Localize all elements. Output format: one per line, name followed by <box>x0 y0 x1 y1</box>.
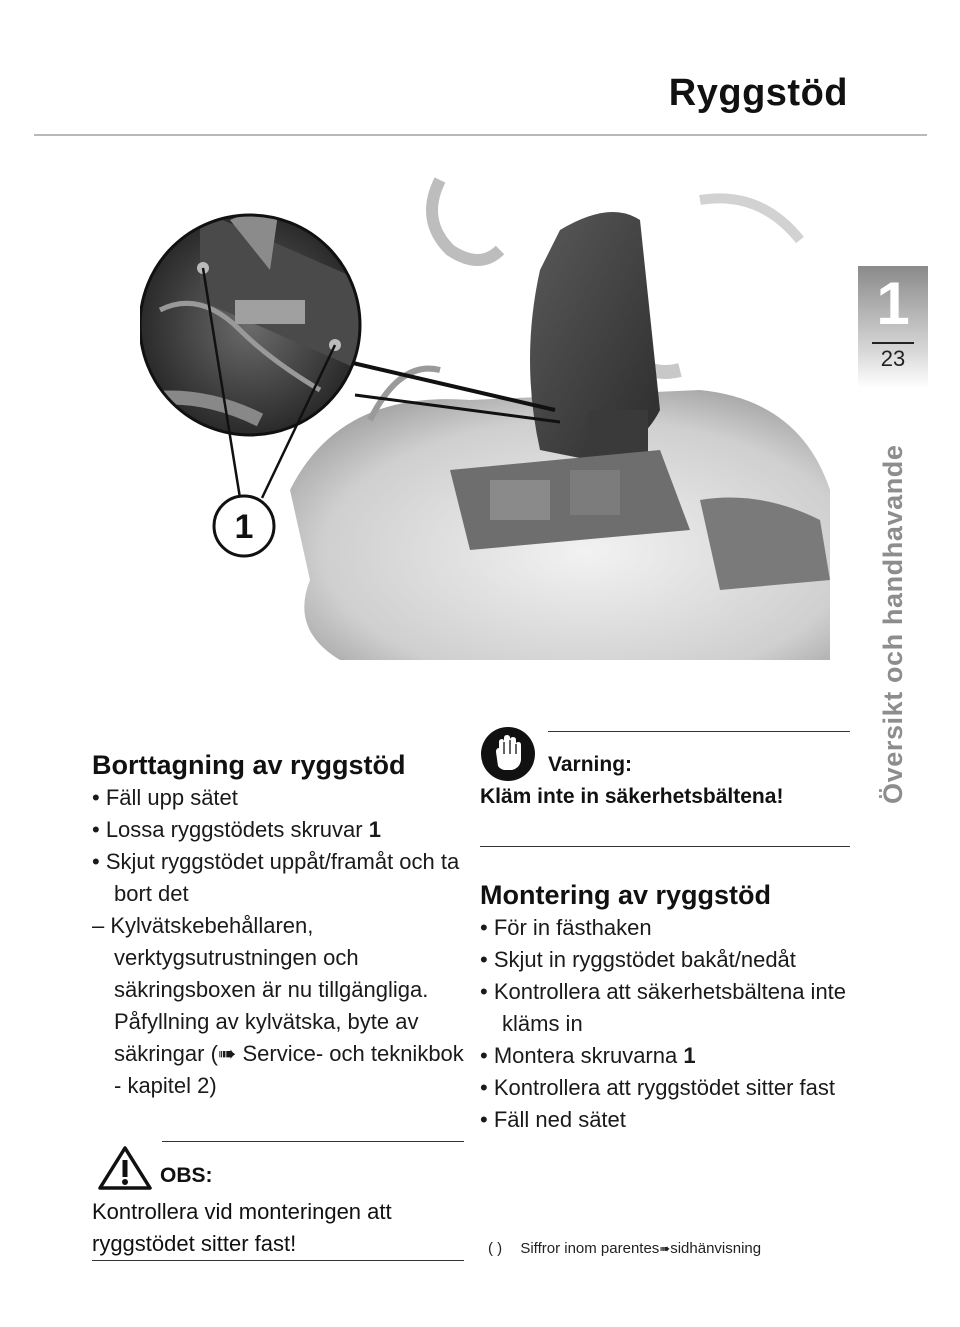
removal-heading: Borttagning av ryggstöd <box>92 750 406 780</box>
mounting-steps <box>480 912 850 1136</box>
list-item: • Montera skruvarna 1 <box>480 1043 696 1068</box>
warning-rule-top <box>548 731 850 732</box>
chapter-number: 1 <box>876 270 910 337</box>
list-item: • Skjut in ryggstödet bakåt/nedåt <box>480 947 796 972</box>
list-item: – Kylvätskebehållaren, verktygsutrustningen och säkringsboxen är nu tillgängliga. Påfyllning av kylvätska, byte av säkringar (➠ Service- och teknikbok - kapitel 2) <box>92 913 464 1098</box>
removal-steps <box>92 782 464 1102</box>
chapter-divider <box>872 342 914 344</box>
title-divider <box>34 134 927 136</box>
obs-text: Kontrollera vid monteringen att ryggstödet sitter fast! <box>92 1199 392 1256</box>
obs-rule-top <box>162 1141 464 1142</box>
footer-text-before: Siffror inom parentes <box>520 1240 660 1257</box>
obs-rule-bottom <box>92 1260 464 1261</box>
footer-legend <box>488 1240 761 1257</box>
list-item: • Lossa ryggstödets skruvar 1 <box>92 817 381 842</box>
footer-text-after: sidhänvisning <box>670 1240 762 1257</box>
page-title: Ryggstöd <box>668 72 848 114</box>
warning-label: Varning: <box>548 753 633 776</box>
info-icon <box>98 1146 152 1190</box>
figure-callout-1: 1 <box>234 508 254 546</box>
warning-rule-bottom <box>480 846 850 847</box>
stop-hand-icon <box>480 726 536 782</box>
backrest-illustration <box>140 160 840 660</box>
page-number: 23 <box>880 346 906 371</box>
mounting-section <box>480 878 850 1136</box>
list-item: • Kontrollera att säkerhetsbältena inte kläms in <box>480 979 847 1036</box>
list-item: • Fäll upp sätet <box>92 785 238 810</box>
arrow-icon: ➠ <box>659 1241 671 1256</box>
chapter-tab <box>858 266 928 388</box>
warning-text: Kläm inte in säkerhetsbältena! <box>480 785 784 808</box>
removal-section <box>92 748 464 1102</box>
mounting-heading: Montering av ryggstöd <box>480 880 772 910</box>
section-side-label: Översikt och handhavande <box>878 444 908 804</box>
obs-label: OBS: <box>160 1164 213 1187</box>
list-item: • Kontrollera att ryggstödet sitter fast <box>480 1075 835 1100</box>
list-item: • Fäll ned sätet <box>480 1107 626 1132</box>
footer-paren: ( ) <box>488 1240 503 1257</box>
list-item: • Skjut ryggstödet uppåt/framåt och ta bort det <box>92 849 460 906</box>
screw-reference: 1 <box>368 817 381 842</box>
list-item: • För in fästhaken <box>480 915 652 940</box>
screw-reference: 1 <box>683 1043 696 1068</box>
